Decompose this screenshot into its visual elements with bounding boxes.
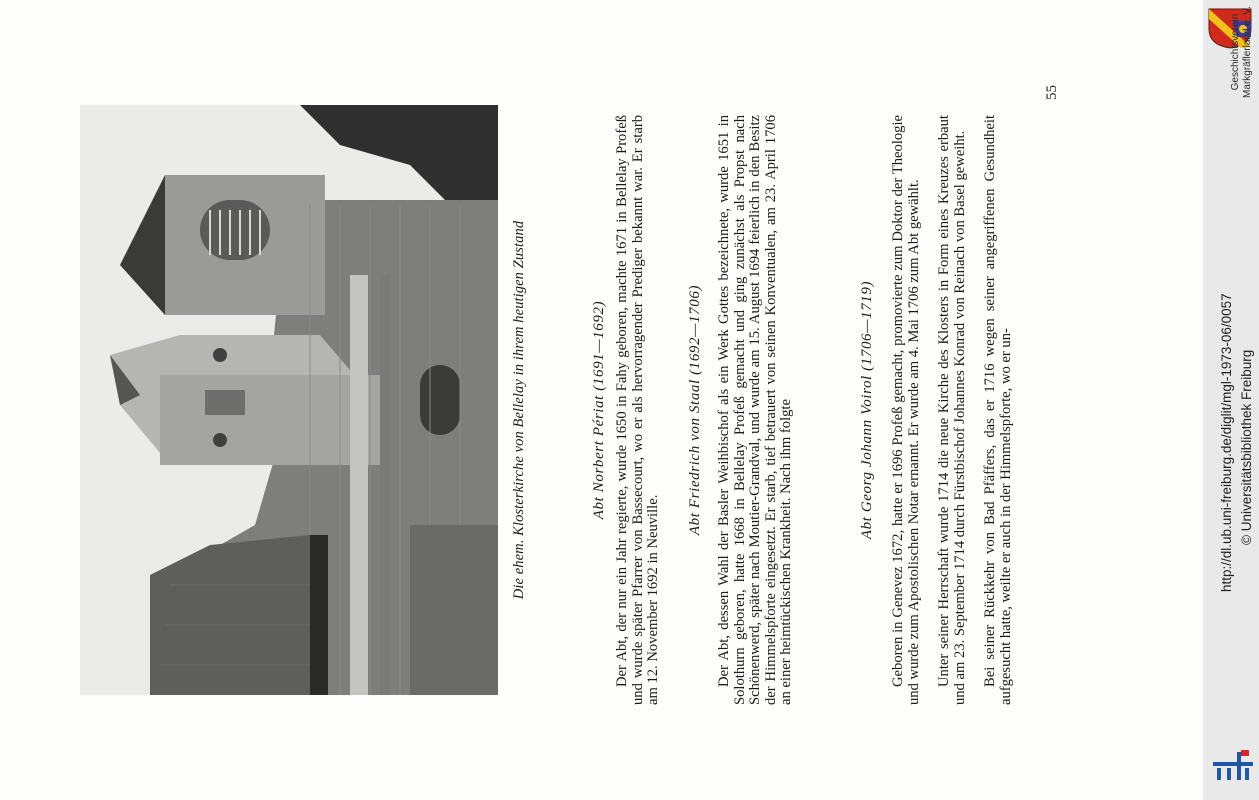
organization-name-line-2: Markgräflerland e. V. xyxy=(1242,6,1253,98)
page-number: 55 xyxy=(1044,85,1060,100)
section-title-staal: Abt Friedrich von Staal (1692—1706) xyxy=(687,284,703,536)
organization-name-line-1: Geschichtsverein xyxy=(1230,13,1241,91)
organization-name xyxy=(1230,0,1254,112)
paragraph-voirol-1: Geboren in Genevez 1672, hatte er 1696 Profeß gemacht, promovierte zum Doktor der Theologie und wurde zum Apostolischen Notar ernannt. Er wurde am 4. Mai 1706 zum Abt gewählt. xyxy=(890,115,922,705)
section-title-perat: Abt Norbert Périat (1691—1692) xyxy=(591,300,607,520)
paragraph-voirol-2: Unter seiner Herrschaft wurde 1714 die neue Kirche des Klosters in Form eines Kreuzes erbaut und am 23. September 1714 durch Fürstbischof Johannes Konrad von Reinach von Basel geweiht. xyxy=(936,115,968,705)
copyright-notice: © Universitätsbibliothek Freiburg xyxy=(1239,349,1254,545)
section-title-voirol: Abt Georg Johann Voirol (1706—1719) xyxy=(859,280,875,540)
photo-caption: Die ehem. Klosterkirche von Bellelay in ihrem heutigen Zustand xyxy=(511,220,527,600)
document-url-link[interactable]: http://dl.ub.uni-freiburg.de/diglit/mgl-1973-06/0057 xyxy=(1219,293,1234,592)
paragraph-voirol-3: Bei seiner Rückkehr von Bad Pfäffers, das er 1716 wegen seiner angegriffenen Gesundheit aufgesucht hatte, weilte er auch in der Himmelspforte, wo er un- xyxy=(982,115,1014,705)
paragraph-perat: Der Abt, der nur ein Jahr regierte, wurde 1650 in Fahy geboren, machte 1671 in Bellelay Profeß und wurde später Pfarrer von Bassecourt, wo er als hervorragender Prediger bekannt war. Er starb am 12. November 1692 in Neuville. xyxy=(614,115,662,705)
church-photograph xyxy=(80,105,498,695)
paragraph-staal: Der Abt, dessen Wahl der Basler Weihbischof als ein Werk Gottes bezeichnete, wurde 1651 in Solothurn geboren, hatte 1668 in Bellelay Profeß gemacht und ging zunächst als Propst nach Schönenwerd, später nach Moutier-Grandval, und wurde am 15. August 1694 feierlich in den Besitz der Himmelspforte eingesetzt. Er starb, tief betrauert von seinen Konventualen, am 23. April 1706 an einer heimtückischen Krankheit. Nach ihm folgte xyxy=(716,115,795,705)
ub-freiburg-logo[interactable] xyxy=(1211,748,1255,784)
page-text-block xyxy=(505,85,1060,705)
church-photograph-image xyxy=(80,105,498,695)
